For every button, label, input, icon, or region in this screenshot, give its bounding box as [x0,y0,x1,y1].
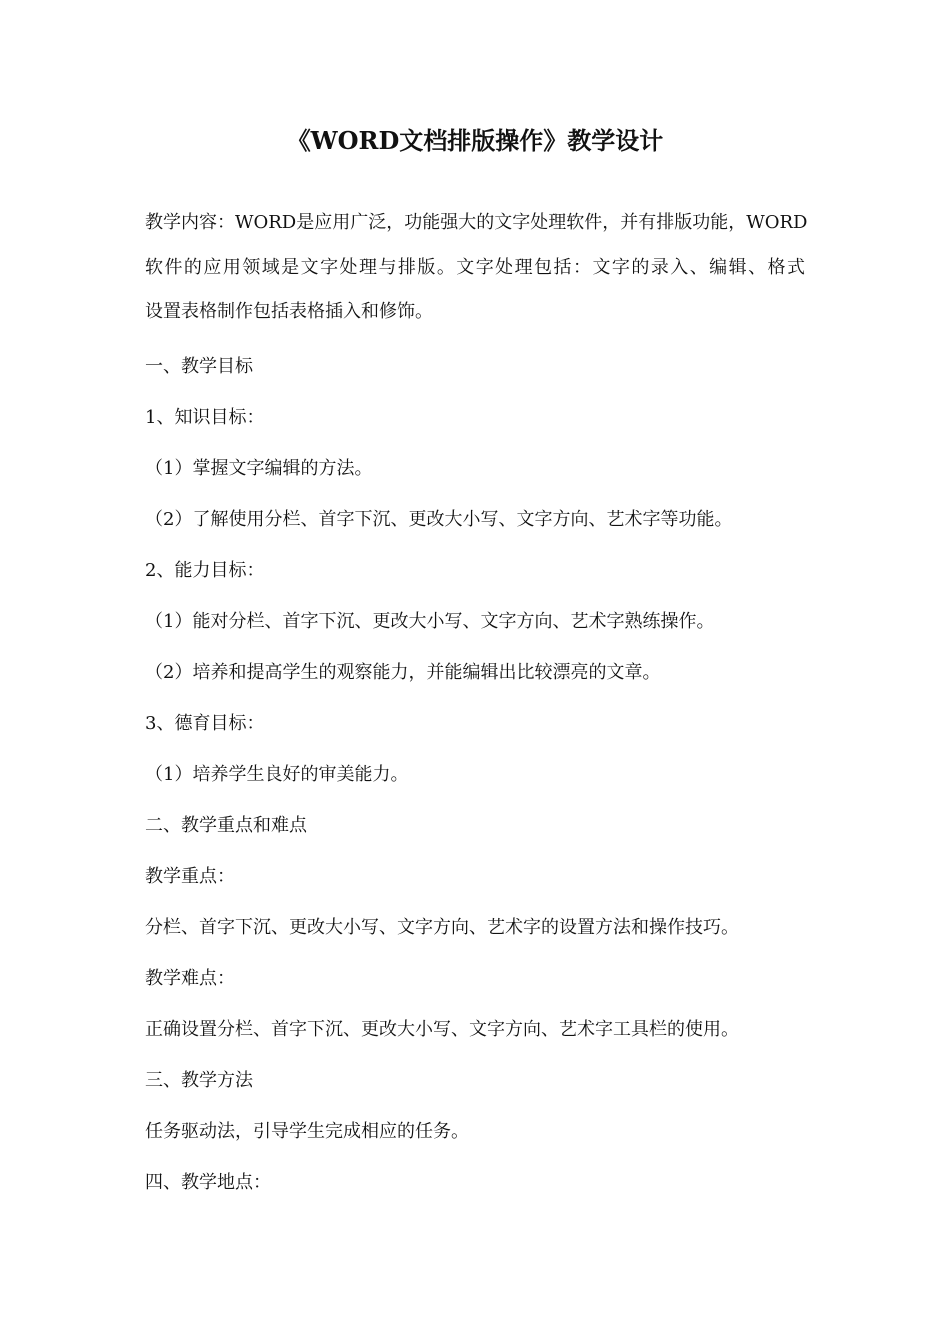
intro-paragraph [145,201,808,335]
subheading-ability-goal: 2、能力目标： [145,560,265,581]
body-text: 正确设置分栏、首字下沉、更改大小写、文字方向、艺术字工具栏的使用。 [145,1019,739,1040]
label-key-points: 教学重点： [145,866,235,887]
section-heading-key-points: 二、教学重点和难点 [145,815,307,836]
section-heading-objectives: 一、教学目标 [145,356,253,377]
label-difficulties: 教学难点： [145,968,235,989]
body-text: 分栏、首字下沉、更改大小写、文字方向、艺术字的设置方法和操作技巧。 [145,917,739,938]
subheading-moral-goal: 3、德育目标： [145,713,265,734]
body-text: 任务驱动法，引导学生完成相应的任务。 [145,1121,469,1142]
intro-line: 设置表格制作包括表格插入和修饰。 [145,301,433,322]
section-heading-location: 四、教学地点： [145,1172,271,1193]
list-item: （1）能对分栏、首字下沉、更改大小写、文字方向、艺术字熟练操作。 [145,611,715,632]
list-item: （1）掌握文字编辑的方法。 [145,458,373,479]
document-title: 《WORD文档排版操作》教学设计 [286,126,664,155]
subheading-knowledge-goal: 1、知识目标： [145,407,265,428]
list-item: （2）了解使用分栏、首字下沉、更改大小写、文字方向、艺术字等功能。 [145,509,733,530]
list-item: （2）培养和提高学生的观察能力，并能编辑出比较漂亮的文章。 [145,662,661,683]
list-item: （1）培养学生良好的审美能力。 [145,764,409,785]
intro-line: 软件的应用领域是文字处理与排版。文字处理包括：文字的录入、编辑、格式 [145,256,805,278]
section-heading-methods: 三、教学方法 [145,1070,253,1091]
intro-line: 教学内容：WORD是应用广泛，功能强大的文字处理软件，并有排版功能，WORD [145,212,808,233]
